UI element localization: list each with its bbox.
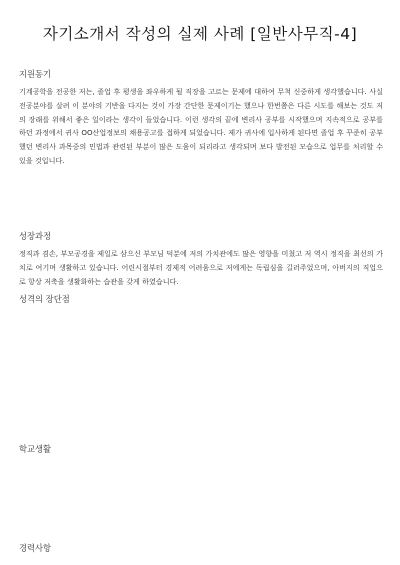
section-personality [19, 293, 383, 352]
section-body: 정직과 겸손, 부모공경을 제일로 삼으신 부모님 덕분에 저의 가치관에도 많은 영향을 미쳤고 저 역시 정직을 최선의 가치로 여기며 생활하고 있습니다. 어린시절부터 경제적 어려움으로 저에게는 독립심을 길러주었으며, 아버지의 직업으로 항상 저축을 생활화하는 습관을 갖게 하였습니다. [19, 249, 383, 286]
section-body [19, 460, 383, 502]
section-heading: 지원동기 [19, 69, 52, 79]
section-body [19, 310, 383, 352]
section-career [19, 542, 383, 559]
section-heading: 학교생활 [19, 444, 52, 454]
section-heading: 성격의 장단점 [19, 294, 70, 304]
section-school-life [19, 443, 383, 502]
section-heading: 성장과정 [19, 231, 52, 241]
document-title: 자기소개서 작성의 실제 사례 [일반사무직-4] [42, 25, 358, 43]
section-heading: 경력사항 [19, 543, 52, 553]
section-growth [19, 230, 383, 288]
section-motivation [19, 68, 383, 168]
section-body: 기계공학을 전공한 저는, 졸업 후 평생을 좌우하게 될 직장을 고르는 문제에 대하여 무척 신중하게 생각했습니다. 사실 전공분야를 살려 이 분야의 기반을 다지는 것이 가장 간단한 문제이기는 했으나 한번쯤은 다른 시도를 해보는 것도 저의 장래를 위해서 좋은 일이라는 생각이 들었습니다. 이런 생각의 끝에 변리사 공부를 시작했으며 지속적으로 공부를 하던 과정에서 귀사 OO산업정보의 채용공고를 접하게 되었습니다. 제가 귀사에 입사하게 된다면 졸업 후 꾸준히 공부했던 변리사 과목중의 민법과 관련된 부분이 많은 도움이 되리라고 생각되며 보다 발전된 모습으로 업무를 처리할 수 있을 것입니다. [19, 87, 383, 165]
